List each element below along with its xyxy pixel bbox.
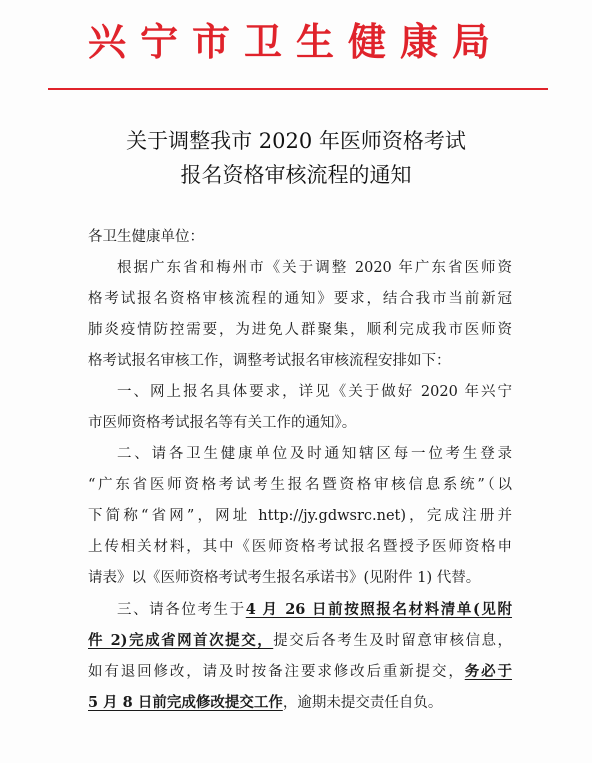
para4-text: 提交后各考生及时留意审核信息， (273, 633, 513, 649)
para3-line-2: “广东省医师资格考试考生报名暨资格审核信息系统”（以 (88, 477, 512, 493)
para3-line-1: 二、请各卫生健康单位及时通知辖区每一位考生登录 (117, 446, 512, 462)
notice-body (88, 222, 512, 718)
para4-emphasis: 4 月 26 日前按照报名材料清单(见附 (245, 601, 513, 618)
notice-title-line-1: 关于调整我市 2020 年医师资格考试 (126, 129, 466, 153)
para4-text: ，逾期未提交责任自负。 (282, 695, 443, 711)
para1-line-3: 肺炎疫情防控需要，为进免人群聚集，顺利完成我市医师资 (88, 322, 512, 338)
para4-emphasis: 5 月 8 日前完成修改提交工作 (88, 694, 283, 711)
para3-line-5: 请表》以《医师资格考试考生报名承诺书》(见附件 1) 代替。 (88, 570, 481, 586)
para2-line-1: 一、网上报名具体要求，详见《关于做好 2020 年兴宁 (117, 384, 512, 400)
para4-emphasis: 务必于 (464, 663, 513, 680)
para3-line-3: 下简称“省网”，网址 http://jy.gdwsrc.net)，完成注册并 (88, 508, 512, 524)
salutation: 各卫生健康单位： (88, 229, 204, 245)
notice-title-line-2: 报名资格审核流程的通知 (180, 163, 412, 187)
para1-line-2: 格考试报名资格审核流程的通知》要求，结合我市当前新冠 (88, 291, 512, 307)
para4-line-3 (88, 656, 512, 687)
para4-emphasis: 件 2)完成省网首次提交， (88, 632, 274, 649)
para4-line-1 (88, 594, 512, 625)
para2-line-2: 市医师资格考试报名等有关工作的通知》。 (88, 415, 357, 431)
para3-line-4: 上传相关材料，其中《医师资格考试报名暨授予医师资格申 (88, 539, 512, 555)
para4-line-4 (88, 687, 512, 718)
notice-title (0, 124, 592, 192)
para4-text: 如有退回修改，请及时按备注要求修改后重新提交， (88, 664, 465, 680)
para1-line-1: 根据广东省和梅州市《关于调整 2020 年广东省医师资 (117, 260, 512, 276)
masthead-title: 兴宁市卫生健康局 (87, 19, 504, 64)
para4-text: 三、请各位考生于 (117, 602, 246, 618)
para4-line-2 (88, 625, 512, 656)
red-divider-rule (48, 88, 548, 90)
para1-line-4: 格考试报名审核工作，调整考试报名审核流程安排如下： (88, 353, 451, 369)
